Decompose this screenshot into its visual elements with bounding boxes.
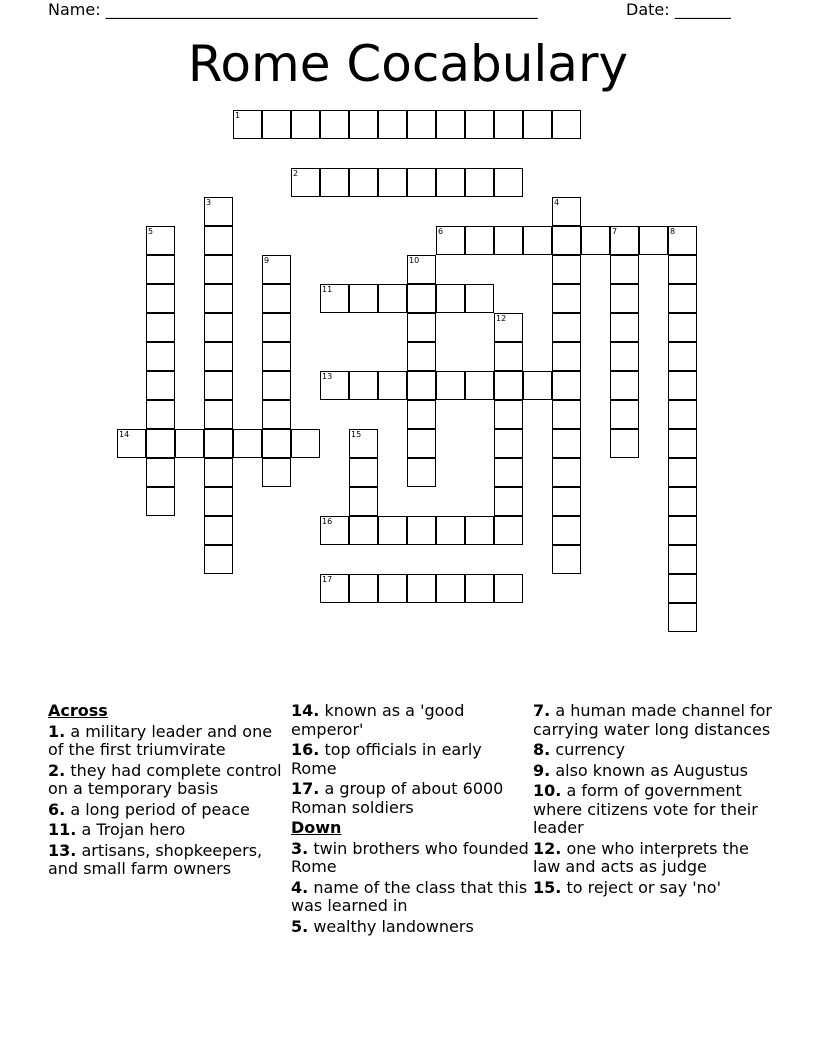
name-field-label: Name: ______________________________________________________ [48,0,538,19]
crossword-cell[interactable] [146,313,175,342]
crossword-cell[interactable] [233,429,262,458]
crossword-cell[interactable] [407,255,436,284]
crossword-cell[interactable] [668,313,697,342]
crossword-cell[interactable] [668,516,697,545]
crossword-cell[interactable] [465,110,494,139]
crossword-cell[interactable] [494,342,523,371]
crossword-cell[interactable] [291,110,320,139]
crossword-cell[interactable] [465,516,494,545]
clue-number: 4 [554,198,560,207]
crossword-cell[interactable] [668,603,697,632]
crossword-cell[interactable] [262,313,291,342]
crossword-cell[interactable] [320,574,349,603]
crossword-cell[interactable] [117,429,146,458]
crossword-cell[interactable] [494,400,523,429]
crossword-cell[interactable] [552,284,581,313]
crossword-cell[interactable] [262,400,291,429]
crossword-cell[interactable] [146,342,175,371]
clue-across-17: 17. a group of about 6000 Roman soldiers [291,779,504,817]
crossword-cell[interactable] [320,371,349,400]
crossword-cell[interactable] [349,284,378,313]
crossword-cell[interactable] [291,168,320,197]
clues-column-2 [291,702,531,938]
crossword-cell[interactable] [552,226,581,255]
clue-number: 13 [322,372,333,381]
crossword-cell[interactable] [494,458,523,487]
date-field-label: Date: _______ [626,0,731,19]
crossword-cell[interactable] [291,429,320,458]
crossword-cell[interactable] [465,226,494,255]
crossword-cell[interactable] [436,168,465,197]
crossword-cell[interactable] [610,342,639,371]
crossword-cell[interactable] [349,371,378,400]
crossword-cell[interactable] [407,313,436,342]
crossword-cell[interactable] [668,284,697,313]
crossword-cell[interactable] [523,226,552,255]
crossword-cell[interactable] [349,110,378,139]
crossword-cell[interactable] [552,400,581,429]
clue-across-11: 11. a Trojan hero [48,820,186,839]
crossword-cell[interactable] [436,284,465,313]
crossword-cell[interactable] [668,342,697,371]
clue-down-5: 5. wealthy landowners [291,916,474,936]
crossword-cell[interactable] [552,197,581,226]
crossword-cell[interactable] [378,168,407,197]
crossword-cell[interactable] [668,226,697,255]
clue-across-14: 14. known as a 'good emperor' [291,701,465,739]
crossword-cell[interactable] [610,226,639,255]
crossword-cell[interactable] [349,168,378,197]
crossword-cell[interactable] [552,516,581,545]
crossword-cell[interactable] [204,545,233,574]
crossword-cell[interactable] [436,110,465,139]
down-heading: Down [291,818,342,837]
crossword-cell[interactable] [204,342,233,371]
crossword-cell[interactable] [204,487,233,516]
crossword-cell[interactable] [262,429,291,458]
crossword-cell[interactable] [552,487,581,516]
crossword-cell[interactable] [407,574,436,603]
clue-number: 9 [264,256,270,265]
crossword-cell[interactable] [349,429,378,458]
clue-number: 7 [612,227,618,236]
page-title: Rome Cocabulary [187,35,629,93]
crossword-cell[interactable] [523,371,552,400]
crossword-cell[interactable] [407,458,436,487]
clue-number: 10 [409,256,420,265]
crossword-cell[interactable] [349,574,378,603]
crossword-cell[interactable] [552,255,581,284]
crossword-cell[interactable] [668,429,697,458]
crossword-cell[interactable] [494,371,523,400]
crossword-cell[interactable] [668,400,697,429]
clue-number: 16 [322,517,333,526]
clue-number: 15 [351,430,362,439]
crossword-cell[interactable] [465,284,494,313]
crossword-cell[interactable] [204,516,233,545]
clue-down-10: 10. a form of government where citizens vote for their leader [533,781,758,837]
crossword-cell[interactable] [407,516,436,545]
clue-down-15: 15. to reject or say 'no' [533,877,721,897]
clue-down-9: 9. also known as Augustus [533,760,748,780]
crossword-cell[interactable] [233,110,262,139]
crossword-cell[interactable] [146,284,175,313]
crossword-cell[interactable] [436,516,465,545]
clue-across-6: 6. a long period of peace [48,799,250,819]
crossword-cell[interactable] [552,110,581,139]
crossword-cell[interactable] [610,313,639,342]
crossword-cell[interactable] [204,400,233,429]
crossword-cell[interactable] [262,110,291,139]
crossword-cell[interactable] [523,110,552,139]
crossword-cell[interactable] [552,342,581,371]
crossword-cell[interactable] [262,255,291,284]
crossword-cell[interactable] [581,226,610,255]
crossword-cell[interactable] [378,284,407,313]
crossword-cell[interactable] [204,429,233,458]
crossword-cell[interactable] [407,400,436,429]
crossword-cell[interactable] [262,371,291,400]
crossword-cell[interactable] [146,458,175,487]
crossword-cell[interactable] [407,371,436,400]
clue-number: 3 [206,198,212,207]
crossword-cell[interactable] [146,226,175,255]
crossword-cell[interactable] [146,429,175,458]
clue-across-13: 13. artisans, shopkeepers, and small farm owners [48,840,263,878]
crossword-cell[interactable] [320,110,349,139]
clue-number: 6 [438,227,444,236]
crossword-cell[interactable] [668,458,697,487]
crossword-cell[interactable] [378,574,407,603]
crossword-cell[interactable] [262,284,291,313]
clue-number: 2 [293,169,299,178]
crossword-cell[interactable] [552,545,581,574]
clue-number: 11 [322,285,333,294]
crossword-cell[interactable] [494,168,523,197]
crossword-cell[interactable] [146,487,175,516]
crossword-cell[interactable] [378,371,407,400]
crossword-cell[interactable] [204,458,233,487]
crossword-cell[interactable] [436,371,465,400]
clue-number: 1 [235,111,241,120]
crossword-cell[interactable] [494,487,523,516]
crossword-cell[interactable] [494,516,523,545]
clues-column-3 [533,702,773,899]
clue-down-3: 3. twin brothers who founded Rome [291,838,529,876]
crossword-cell[interactable] [407,284,436,313]
crossword-cell[interactable] [204,371,233,400]
crossword-cell[interactable] [610,284,639,313]
crossword-cell[interactable] [494,313,523,342]
crossword-cell[interactable] [349,516,378,545]
crossword-cell[interactable] [668,574,697,603]
crossword-cell[interactable] [465,574,494,603]
crossword-cell[interactable] [320,516,349,545]
crossword-cell[interactable] [204,255,233,284]
crossword-cell[interactable] [320,168,349,197]
crossword-cell[interactable] [610,400,639,429]
crossword-cell[interactable] [494,110,523,139]
across-heading: Across [48,701,108,720]
crossword-cell[interactable] [668,371,697,400]
clue-number: 8 [670,227,676,236]
crossword-cell[interactable] [465,168,494,197]
crossword-cell[interactable] [204,313,233,342]
crossword-cell[interactable] [639,226,668,255]
clue-number: 5 [148,227,154,236]
clue-across-16: 16. top officials in early Rome [291,740,482,778]
clue-across-2: 2. they had complete control on a temporary basis [48,760,282,798]
crossword-cell[interactable] [204,226,233,255]
crossword-cell[interactable] [668,255,697,284]
crossword-cell[interactable] [552,429,581,458]
crossword-cell[interactable] [262,458,291,487]
crossword-cell[interactable] [175,429,204,458]
clue-down-4: 4. name of the class that this was learned in [291,877,528,915]
crossword-cell[interactable] [610,255,639,284]
crossword-cell[interactable] [378,110,407,139]
crossword-cell[interactable] [436,574,465,603]
clue-down-8: 8. currency [533,740,626,759]
clue-number: 14 [119,430,130,439]
crossword-cell[interactable] [552,458,581,487]
clue-number: 12 [496,314,507,323]
crossword-cell[interactable] [349,458,378,487]
clue-across-1: 1. a military leader and one of the first triumvirate [48,721,273,759]
crossword-cell[interactable] [407,168,436,197]
clue-down-12: 12. one who interprets the law and acts as judge [533,838,749,876]
crossword-cell[interactable] [494,574,523,603]
crossword-cell[interactable] [668,545,697,574]
crossword-cell[interactable] [349,487,378,516]
crossword-cell[interactable] [610,429,639,458]
crossword-cell[interactable] [146,400,175,429]
clues-column-1 [48,702,288,881]
crossword-cell[interactable] [465,371,494,400]
crossword-cell[interactable] [407,342,436,371]
crossword-cell[interactable] [320,284,349,313]
clue-down-7: 7. a human made channel for carrying water long distances [533,701,772,739]
crossword-cell[interactable] [436,226,465,255]
crossword-cell[interactable] [552,371,581,400]
crossword-cell[interactable] [494,429,523,458]
crossword-cell[interactable] [610,371,639,400]
crossword-cell[interactable] [552,313,581,342]
crossword-cell[interactable] [668,487,697,516]
crossword-cell[interactable] [146,255,175,284]
crossword-cell[interactable] [407,429,436,458]
clue-number: 17 [322,575,333,584]
crossword-cell[interactable] [204,284,233,313]
crossword-cell[interactable] [494,226,523,255]
crossword-cell[interactable] [407,110,436,139]
crossword-cell[interactable] [204,197,233,226]
crossword-cell[interactable] [146,371,175,400]
crossword-cell[interactable] [378,516,407,545]
crossword-cell[interactable] [262,342,291,371]
